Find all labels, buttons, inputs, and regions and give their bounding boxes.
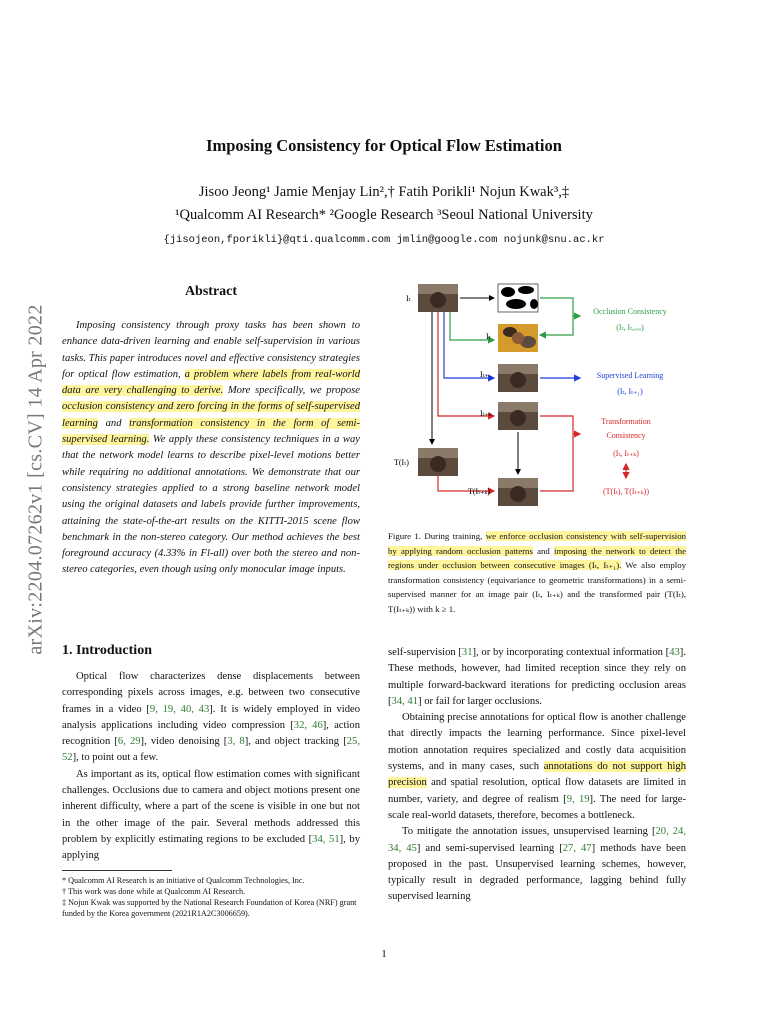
citation-link[interactable]: 9, 19 bbox=[566, 793, 590, 805]
paragraph: Obtaining precise annotations for optical flow is another challenge that directly impacts the learning performance. Since pixel-level motion annotation requires specialized and costly data acquisition systems, and in many cases, such annotations do not support high precision and spatial resolution, optical flow datasets are limited in number, variety, and degree of realism [9, 19]. The need for large-scale real-world datasets, therefore, becomes a bottleneck. bbox=[388, 712, 686, 821]
citation-link[interactable]: 6, 29 bbox=[117, 736, 141, 748]
author-emails: {jisojeon,fporikli}@qti.qualcomm.com jmlin@google.com nojunk@snu.ac.kr bbox=[163, 234, 605, 246]
paper-title: Imposing Consistency for Optical Flow Estimation bbox=[206, 136, 562, 155]
author-list: Jisoo Jeong¹ Jamie Menjay Lin²,† Fatih Porikli¹ Nojun Kwak³,‡ bbox=[198, 184, 570, 200]
footnotes bbox=[62, 875, 360, 919]
paragraph: As important as its, optical flow estimation comes with significant challenges. Occlusions due to camera and object motions present one inherent difficulty, where a part of the scene is visible in one but not in the other image of the pair. Several methods addressed this problem by explicitly estimating regions to be excluded [34, 51], by applying bbox=[62, 768, 361, 862]
citation-link[interactable]: 34, 51 bbox=[312, 833, 340, 845]
abstract-text: Imposing consistency through proxy tasks has been shown to enhance data-driven learning and enable self-supervision in various tasks. This paper introduces novel and effective consistency strategies for optical flow estimation, bbox=[62, 320, 360, 380]
transformation-pair-transformed: (T(Iₜ), T(Iₜ₊ₖ)) bbox=[602, 487, 650, 496]
footnote: ‡ Nojun Kwak was supported by the National Research Foundation of Korea (NRF) grant funded by the Korea government (2021R1A2C3006659). bbox=[62, 898, 357, 918]
abstract-highlight: transformation consistency in the form of semi-supervised learning. bbox=[62, 417, 361, 446]
caption-highlight: we enforce occlusion consistency with self-supervision by applying random occlusion patterns bbox=[388, 531, 686, 556]
footnote: * Qualcomm AI Research is an initiative of Qualcomm Technologies, Inc. bbox=[62, 876, 305, 885]
citation-link[interactable]: 34, 41 bbox=[391, 695, 419, 707]
arrow-green bbox=[540, 298, 573, 335]
label-tit: T(Iₜ) bbox=[394, 458, 409, 467]
citation-link[interactable]: 31 bbox=[461, 647, 473, 658]
affiliations: ¹Qualcomm AI Research* ²Google Research ³Seoul National University bbox=[175, 207, 593, 223]
arrow-red bbox=[438, 312, 494, 416]
supervised-learning-pair: (Iₜ, Iₜ₊₁) bbox=[617, 387, 643, 396]
transformation-title-line1: Transformation bbox=[601, 417, 651, 426]
paragraph: To mitigate the annotation issues, unsupervised learning [20, 24, 34, 45] and semi-supervised learning [27, 47] methods have been proposed in the past. Unsupervised learning schemes, however, typically result in degraded performance, lagging behind fully supervised learning bbox=[388, 826, 687, 903]
abstract-text: and bbox=[105, 417, 122, 429]
citation-link[interactable]: 3, 8 bbox=[227, 736, 245, 748]
abstract-highlight: occlusion consistency and zero forcing in the forms of self-supervised learning bbox=[62, 401, 360, 429]
arrow-red bbox=[540, 416, 573, 491]
occluded-frame-image bbox=[498, 324, 538, 352]
transformed-itk-image bbox=[498, 478, 538, 506]
figure-1-caption: Figure 1. During training, we enforce occlusion consistency with self-supervision by applying random occlusion patterns and imposing the network to detect the regions under occlusion between consecutive images (Iₜ, Iₜ₊₁). We also employ transformation consistency (equivariance to geometric transformations) in a semi-supervised manner for an image pair (Iₜ, Iₜ₊ₖ) and the transformed pair (T(Iₜ), T(Iₜ₊ₖ)) with k ≥ 1. bbox=[388, 531, 686, 614]
right-column-body bbox=[388, 645, 686, 906]
section-heading-introduction: 1. Introduction bbox=[62, 643, 152, 658]
abstract-heading: Abstract bbox=[184, 284, 238, 299]
citation-link[interactable]: 9, 19, 40, 43 bbox=[149, 703, 210, 715]
occlusion-consistency-title: Occlusion Consistency bbox=[593, 307, 667, 316]
label-titk: T(Iₜ₊ₖ) bbox=[468, 487, 490, 496]
footnote: † This work was done while at Qualcomm AI Research. bbox=[62, 887, 246, 896]
citation-link[interactable]: 27, 47 bbox=[562, 842, 592, 854]
citation-link[interactable]: 20, 24, 34, 45 bbox=[388, 826, 686, 854]
footnote-divider bbox=[62, 870, 172, 871]
frame-it-image bbox=[418, 284, 458, 312]
text-highlight: annotations do not support high precision bbox=[388, 761, 686, 789]
citation-link[interactable]: 25, 52 bbox=[62, 736, 360, 764]
citation-link[interactable]: 32, 46 bbox=[293, 719, 323, 731]
abstract-text: We apply these consistency techniques in a way that the network model learns to describe pixel-level motions better while requiring no additional annotations. We demonstrate that our consistency strategies applied to a strong baseline network model using the original datasets and labels provide further improvements, attaining the state-of-the-art results on the KITTI-2015 scene flow benchmark in the non-stereo category. Our method achieves the best foreground accuracy (4.33% in Fl-all) over both the stereo and non-stereo categories, even though using only monocular image inputs. bbox=[62, 434, 360, 576]
paragraph: Optical flow characterizes dense displacements between corresponding pixels across images, e.g. between two consecutive frames in a video [9, 19, 40, 43]. It is widely employed in video analysis applications including video compression [32, 46], action recognition [6, 29], video denoising [3, 8], and object tracking [25, 52], to point out a few. bbox=[62, 671, 360, 764]
abstract-text: More specifically, we propose bbox=[227, 385, 360, 397]
label-it-occ: Iₜ bbox=[486, 332, 491, 341]
arrow-blue bbox=[444, 312, 494, 378]
transformed-it-image bbox=[418, 448, 458, 476]
figure-1-diagram bbox=[388, 276, 688, 516]
abstract-body bbox=[62, 318, 360, 579]
citation-link[interactable]: 43 bbox=[669, 647, 680, 658]
label-itk: Iₜ₊ₖ bbox=[480, 409, 492, 418]
supervised-learning-title: Supervised Learning bbox=[596, 371, 664, 380]
introduction-body bbox=[62, 669, 360, 865]
caption-highlight: imposing the network to detect the regions under occlusion between consecutive images (Iₜ, Iₜ₊₁). bbox=[388, 545, 686, 571]
label-it1: Iₜ₊₁ bbox=[480, 370, 492, 379]
frame-itk-image bbox=[498, 402, 538, 430]
paragraph: self-supervision [31], or by incorporating contextual information [43]. These methods, however, had limited reception since they rely on multiple forward-backward iterations for predicting occlusion areas [34, 41] or fail for larger occlusions. bbox=[388, 647, 686, 707]
occlusion-consistency-pair: (Iₜ, Iₜ,ₒₒₒ) bbox=[616, 323, 644, 332]
transformation-title-line2: Consistency bbox=[606, 431, 646, 440]
abstract-highlight: a problem where labels from real-world data are very challenging to derive. bbox=[62, 368, 360, 397]
arxiv-identifier: arXiv:2204.07262v1 [cs.CV] 14 Apr 2022 bbox=[24, 304, 47, 655]
transformation-pair: (Iₜ, Iₜ₊ₖ) bbox=[613, 449, 639, 458]
label-it: Iₜ bbox=[406, 294, 411, 303]
frame-it1-image bbox=[498, 364, 538, 392]
occlusion-mask-image bbox=[498, 284, 538, 312]
page-number: 1 bbox=[381, 948, 387, 960]
